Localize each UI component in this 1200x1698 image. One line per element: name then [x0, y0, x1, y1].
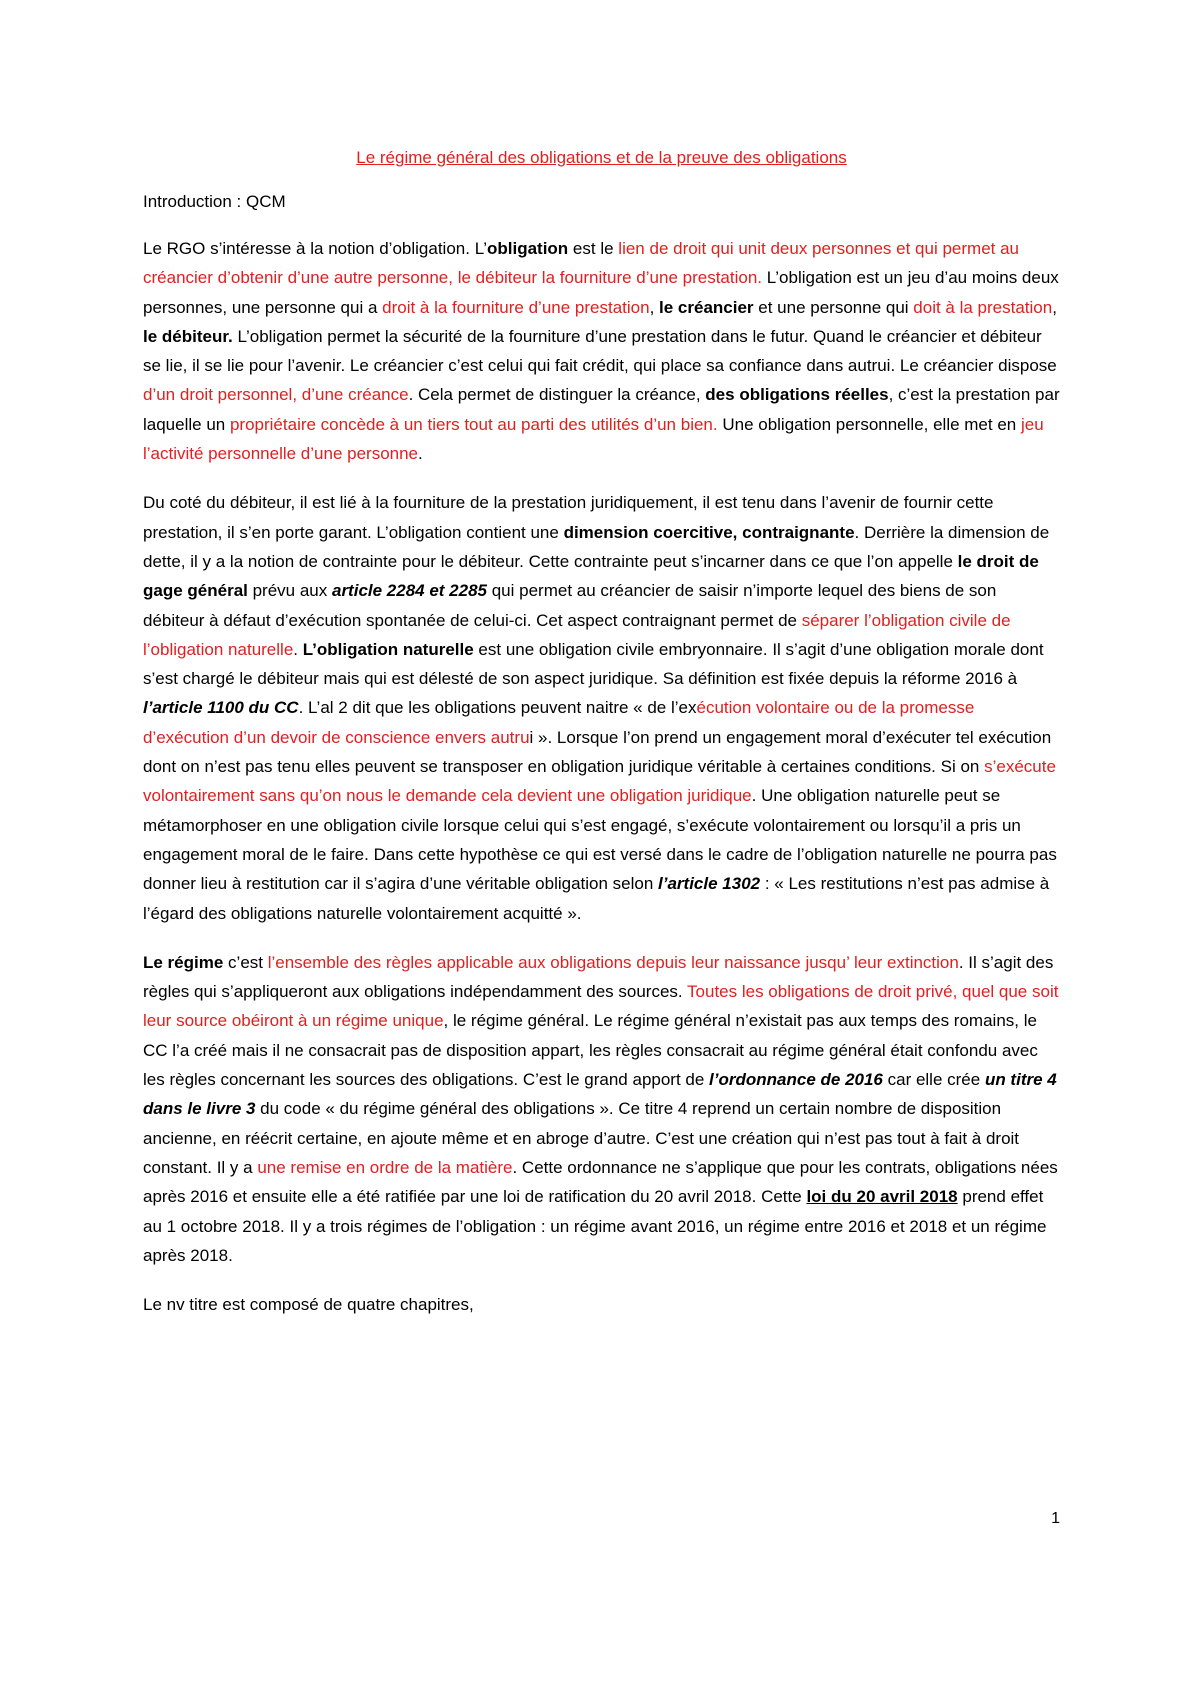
text-run: est le — [568, 239, 619, 258]
text-run: l’article 1302 — [658, 874, 761, 894]
text-run: car elle crée — [882, 1070, 985, 1090]
text-run: l’ensemble des règles applicable aux obligations depuis leur naissance jusqu’ leur extinction — [267, 952, 959, 972]
text-run: prend effet au 1 octobre 2018. Il y a trois régimes de l’obligation : un régime avant 2016, un régime entre 2016 et 2018 et un régime après 2018. — [143, 1187, 1047, 1265]
text-run: prévu aux — [247, 581, 332, 601]
text-run: propriétaire concède à un tiers tout au parti des utilités d’un bien. — [229, 414, 718, 434]
text-run: qui permet au créancier de saisir n’importe lequel des biens de son débiteur à défaut d’exécution spontanée de celui-ci. Cet aspect contraignant permet de — [143, 581, 997, 630]
text-run: doit à la prestation — [913, 297, 1053, 317]
text-run: droit à la fourniture d’une prestation — [382, 297, 650, 317]
text-run: jeu l’activité personnelle d’une personne — [143, 414, 1044, 464]
text-run: L’obligation est un jeu d’au moins deux personnes, une personne qui a — [143, 268, 1059, 317]
text-run: l’article 1100 du CC — [143, 698, 299, 718]
text-run: loi du 20 avril 2018 — [806, 1187, 958, 1207]
text-run: obligation — [486, 239, 569, 258]
paragraph-1 — [143, 234, 1060, 468]
paragraph-4 — [143, 1290, 1060, 1319]
text-run: , le régime général. Le régime général n’existait pas aux temps des romains, le CC l’a créé mais il ne consacrait pas de disposition appart, les règles consacrait au régime général était confondu avec les règles concernant les sources des obligations. C’est le grand apport de — [143, 1011, 1038, 1090]
text-run: une remise en ordre de la matière — [257, 1157, 513, 1177]
text-run: . Cette ordonnance ne s’applique que pour les contrats, obligations nées après 2016 et ensuite elle a été ratifiée par une loi de ratification du 20 avril 2018. Cette — [143, 1157, 1058, 1207]
text-run: . Derrière la dimension de dette, il y a la notion de contrainte pour le débiteur. Cette contrainte peut s’incarner dans ce que l’on appelle — [143, 522, 1050, 571]
text-run: séparer l’obligation civile de l’obligation naturelle — [143, 610, 1011, 659]
text-run: Du coté du débiteur, il est lié à la fourniture de la prestation juridiquement, il est tenu dans l’avenir de fournir cette prestation, il s’en porte garant. L’obligation contient une — [143, 493, 994, 542]
document-title: Le régime général des obligations et de la preuve des obligations — [356, 148, 847, 167]
page-number: 1 — [1051, 1510, 1060, 1527]
text-run: le débiteur. — [143, 326, 233, 346]
text-run: un titre 4 dans le livre 3 — [143, 1070, 1057, 1119]
paragraph-3 — [143, 948, 1060, 1270]
text-run: le créancier — [659, 297, 754, 317]
text-run: et une personne qui — [753, 297, 914, 317]
text-run: . Cela permet de distinguer la créance, — [408, 385, 706, 405]
text-run: . — [293, 639, 303, 659]
text-run: Toutes les obligations de droit privé, quel que soit leur source obéiront à un régime unique — [143, 982, 1059, 1031]
text-run: l’ordonnance de 2016 — [709, 1070, 883, 1090]
paragraph-2 — [143, 488, 1060, 927]
text-run: . — [418, 444, 423, 464]
text-run: article 2284 et 2285 — [331, 581, 487, 601]
introduction-heading: Introduction : QCM — [143, 192, 286, 211]
text-run: : « Les restitutions n’est pas admise à l’égard des obligations naturelle volontairement acquitté ». — [143, 874, 1050, 923]
text-run: le droit de gage général — [143, 551, 1039, 601]
text-run: des obligations réelles — [705, 385, 889, 405]
text-run: Le nv titre est composé de quatre chapitres, — [143, 1295, 474, 1315]
text-run: L’obligation permet la sécurité de la fourniture d’une prestation dans le futur. Quand le créancier et débiteur se lie, il se lie pour l’avenir. Le créancier c’est celui qui fait crédit, qui place sa confiance dans autrui. Le créancier dispose — [143, 326, 1057, 376]
text-run: d’un droit personnel, d’une créance — [143, 385, 409, 405]
text-run: écution volontaire ou de la promesse d’exécution d’un devoir de conscience envers autru — [143, 698, 975, 747]
text-run: , c’est la prestation par laquelle un — [143, 385, 1060, 434]
text-run: . Il s’agit des règles qui s’appliqueront aux obligations indépendamment des sources. — [143, 952, 1054, 1002]
text-run: s’exécute volontairement sans qu’on nous le demande cela devient une obligation juridique — [143, 757, 1056, 806]
text-run: c’est — [223, 952, 268, 972]
text-run: . L’al 2 dit que les obligations peuvent naitre « de l’ex — [298, 698, 697, 718]
text-run: Le RGO s’intéresse à la notion d’obligation. L’ — [143, 239, 487, 258]
text-run: L’obligation naturelle — [302, 639, 474, 659]
text-run: , — [1052, 297, 1057, 317]
text-run: est une obligation civile embryonnaire. Il s’agit d’une obligation morale dont s’est chargé le débiteur mais qui est délesté de son aspect juridique. Sa définition est fixée depuis la réforme 2016 à — [143, 639, 1044, 689]
text-run: lien de droit qui unit deux personnes et qui permet au créancier d’obtenir d’une autre personne, le débiteur la fourniture d’une prestation. — [143, 239, 1020, 288]
text-run: Le régime — [143, 952, 224, 972]
text-run: du code « du régime général des obligations ». Ce titre 4 reprend un certain nombre de disposition ancienne, en réécrit certaine, en ajoute même et en abroge d’autre. C’est une création qui n’est pas tout à fait à droit constant. Il y a — [143, 1099, 1020, 1177]
text-run: . Une obligation naturelle peut se métamorphoser en une obligation civile lorsque celui qui s’est engagé, s’exécute volontairement ou lorsqu’il a pris un engagement moral de le faire. Dans cette hypothèse ce qui est versé dans le cadre de l’obligation naturelle ne pourra pas donner lieu à restitution car il s’agira d’une véritable obligation selon — [143, 786, 1057, 894]
text-run: i ». Lorsque l’on prend un engagement moral d’exécuter tel exécution dont on n’est pas tenu elles peuvent se transposer en obligation juridique véritable à certaines conditions. Si on — [143, 727, 1052, 777]
text-run: Une obligation personnelle, elle met en — [717, 414, 1021, 434]
text-run: , — [649, 297, 660, 317]
text-run: dimension coercitive, contraignante — [563, 522, 855, 542]
